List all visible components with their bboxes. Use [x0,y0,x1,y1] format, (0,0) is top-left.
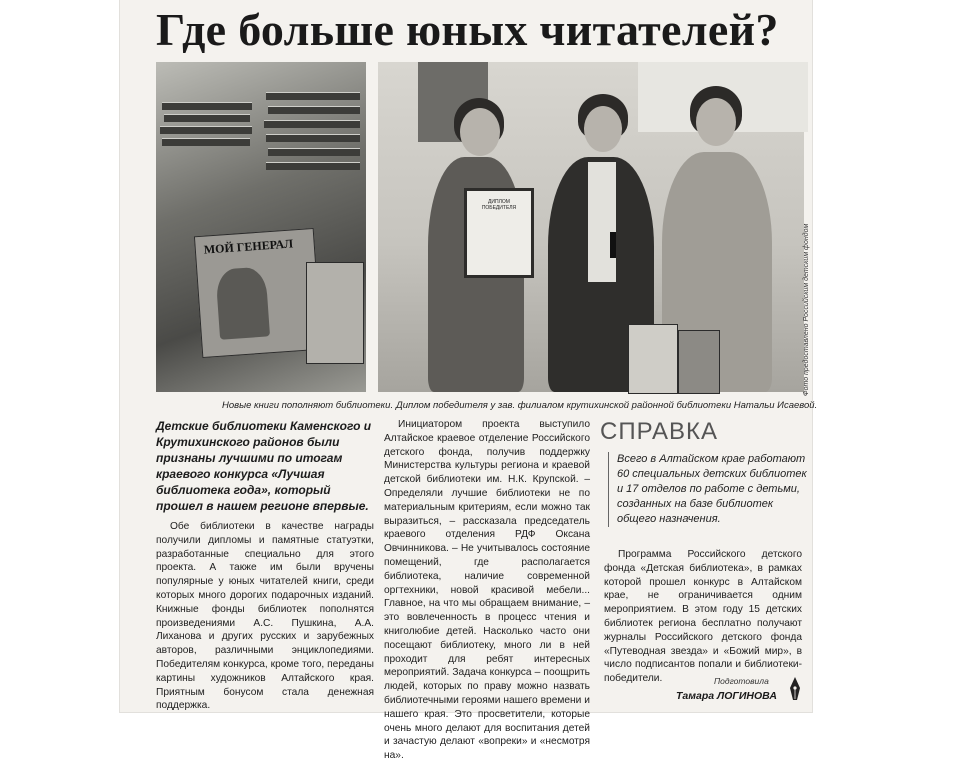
book-on-table [678,330,720,394]
book-spine [264,120,360,128]
white-blouse [588,162,616,282]
info-box-text: Всего в Алтайском крае работают 60 специальных детских библиотек и 17 отделов по работе с детьми, созданных на базе библиотек общего назначения. [608,452,807,527]
face [696,98,736,146]
pen-nib-icon [788,676,802,702]
book-spine [160,126,252,134]
photo-credit: Фото предоставлено Российским детским фондом [803,223,810,396]
byline-author: Тамара ЛОГИНОВА [676,690,777,702]
info-box-title: СПРАВКА [600,418,718,445]
book-spine [268,106,360,114]
photo-diploma-award [378,62,804,392]
book-on-table [628,324,678,394]
headline: Где больше юных читателей? [156,4,779,55]
newspaper-page [120,0,818,762]
caption-right: Диплом победителя у зав. филиалом крутихинской районной библиотеки Натальи Исаевой. [396,400,818,411]
diploma-text: ДИПЛОМ ПОБЕДИТЕЛЯ [481,199,517,211]
article-lead: Детские библиотеки Каменского и Крутихинского районов были признаны лучшими по итогам краевого конкурса «Лучшая библиотека года», который прошел в нашем регионе впервые. [156,419,372,513]
book-cover-title: МОЙ ГЕНЕРАЛ [203,236,294,257]
article-column-3: Программа Российского детского фонда «Детская библиотека», в рамках которой прошел конкурс в Алтайском крае, не ограничивается одним мероприятием. В этом году 15 детских библиотек региона бесплатно получают журналы Российского детского фонда «Путеводная звезда» и «Божий мир», в число подписантов попали и библиотеки-победители. [604,549,802,685]
book-spine [162,102,252,110]
photo-new-books [156,62,366,392]
microphone [610,232,616,258]
book-spine [266,162,360,170]
article-column-2: Инициатором проекта выступило Алтайское краевое отделение Российского детского фонда, получив поддержку Министерства культуры региона и краевой детской библиотеки им. Н.К. Крупской. – Определяли лучшие библиотеки не по материальным критериям, если можно так выразиться, – рассказала председатель краевого отделения РДФ Оксана Овчинникова. – Не учитывалось состояние помещений, где располагается библиотека, наличие современной оргтехники, новой красивой мебели... Главное, на что мы обращаем внимание, – это вовлеченность в процесс чтения и книголюбие детей. Насколько часто они посещают библиотеку, много ли в ней проходит для ребят интересных мероприятий. Задача конкурса – поощрить людей, которых по праву можно назвать библиотечными героями нашего времени и нашего края. Это просветители, которые очень много делают для воспитания детей и зачастую делают «вопреки» и «несмотря на». [384,419,590,762]
caption-left: Новые книги пополняют библиотеки. [222,400,394,411]
book-spine [266,92,360,100]
book-cover-figure [215,266,270,339]
book-spine [268,148,360,156]
book-spine [266,134,360,142]
book-cover-my-general [194,228,322,358]
face [460,108,500,156]
article-column-1: Обе библиотеки в качестве награды получили дипломы и памятные статуэтки, разработанные специально для этого проекта. А также им были вручены популярные у юных читателей книги, среди которых много дорогих подарочных изданий. Книжные фонды библиотек пополнятся произведениями А.С. Пушкина, А.А. Лиханова и других русских и зарубежных авторов, различными энциклопедиями. Победителям конкурса, кроме того, переданы картины художников Алтайского края. Приятным бонусом стала денежная поддержка. [156,521,374,712]
face [584,106,622,152]
book-cover [306,262,364,364]
book-spine [162,138,250,146]
byline-label: Подготовила [714,676,769,686]
diploma-frame [464,188,534,278]
book-spine [164,114,250,122]
